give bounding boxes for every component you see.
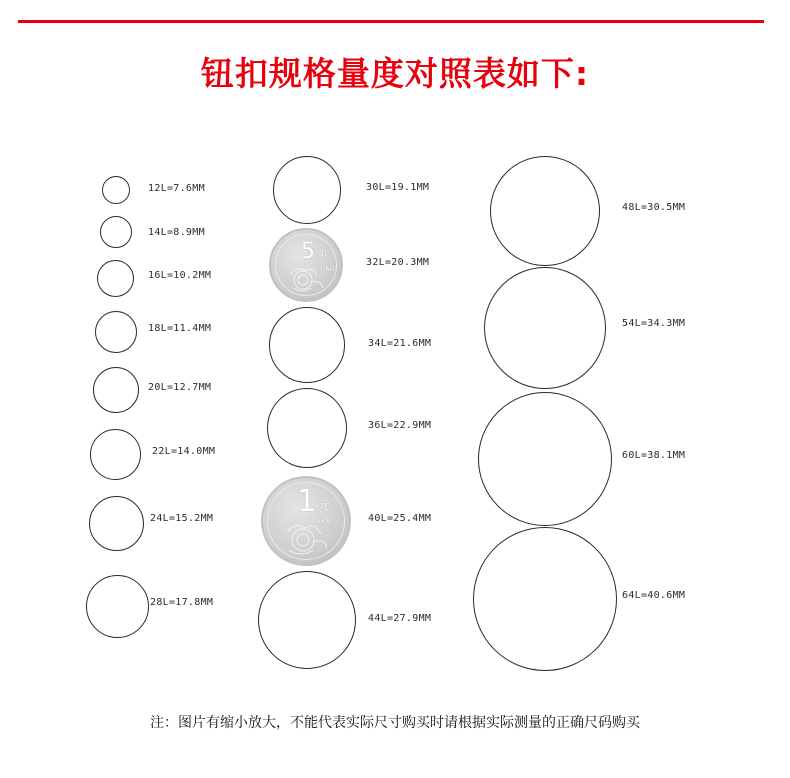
button-size-12l-circle (102, 176, 130, 204)
footnote: 注：图片有缩小放大，不能代表实际尺寸购买时请根据实际测量的正确尺码购买 (150, 715, 640, 731)
coin-denomination: 5 (301, 239, 315, 264)
coin-pinyin: YI YUAN (303, 518, 331, 525)
page-title: 钮扣规格量度对照表如下: (200, 54, 590, 93)
button-size-32l-label: 32L=20.3MM (366, 257, 430, 268)
button-size-28l-label: 28L=17.8MM (150, 597, 214, 608)
button-size-14l-label: 14L=8.9MM (148, 227, 205, 238)
coin-unit: 元 (318, 498, 331, 512)
button-size-54l-label: 54L=34.3MM (622, 318, 686, 329)
coin-denomination: 1 (297, 484, 317, 519)
button-size-60l-circle (478, 392, 612, 526)
button-size-24l-circle (89, 496, 144, 551)
button-size-64l-label: 64L=40.6MM (622, 590, 686, 601)
button-size-18l-circle (95, 311, 137, 353)
one-yuan-coin (261, 476, 351, 566)
button-size-18l-label: 18L=11.4MM (148, 323, 212, 334)
button-size-48l-circle (490, 156, 600, 266)
button-size-16l-circle (97, 260, 134, 297)
button-size-34l-label: 34L=21.6MM (368, 338, 432, 349)
button-size-30l-label: 30L=19.1MM (366, 182, 430, 193)
five-jiao-coin (269, 228, 343, 302)
button-size-60l-label: 60L=38.1MM (622, 450, 686, 461)
button-size-40l-label: 40L=25.4MM (368, 513, 432, 524)
button-size-44l-label: 44L=27.9MM (368, 613, 432, 624)
button-size-64l-circle (473, 527, 617, 671)
button-size-36l-label: 36L=22.9MM (368, 420, 432, 431)
button-size-24l-label: 24L=15.2MM (150, 513, 214, 524)
button-size-44l-circle (258, 571, 356, 669)
button-size-22l-circle (90, 429, 141, 480)
top-divider (18, 20, 764, 23)
button-size-12l-label: 12L=7.6MM (148, 183, 205, 194)
coin-unit: 角 (318, 250, 328, 260)
button-size-16l-label: 16L=10.2MM (148, 270, 212, 281)
button-size-28l-circle (86, 575, 149, 638)
coin-pinyin: WU JIAO (307, 266, 335, 273)
button-size-34l-circle (269, 307, 345, 383)
button-size-20l-circle (93, 367, 139, 413)
button-size-30l-circle (273, 156, 341, 224)
button-size-22l-label: 22L=14.0MM (152, 446, 216, 457)
button-size-36l-circle (267, 388, 347, 468)
button-size-20l-label: 20L=12.7MM (148, 382, 212, 393)
button-size-48l-label: 48L=30.5MM (622, 202, 686, 213)
button-size-54l-circle (484, 267, 606, 389)
button-size-14l-circle (100, 216, 132, 248)
